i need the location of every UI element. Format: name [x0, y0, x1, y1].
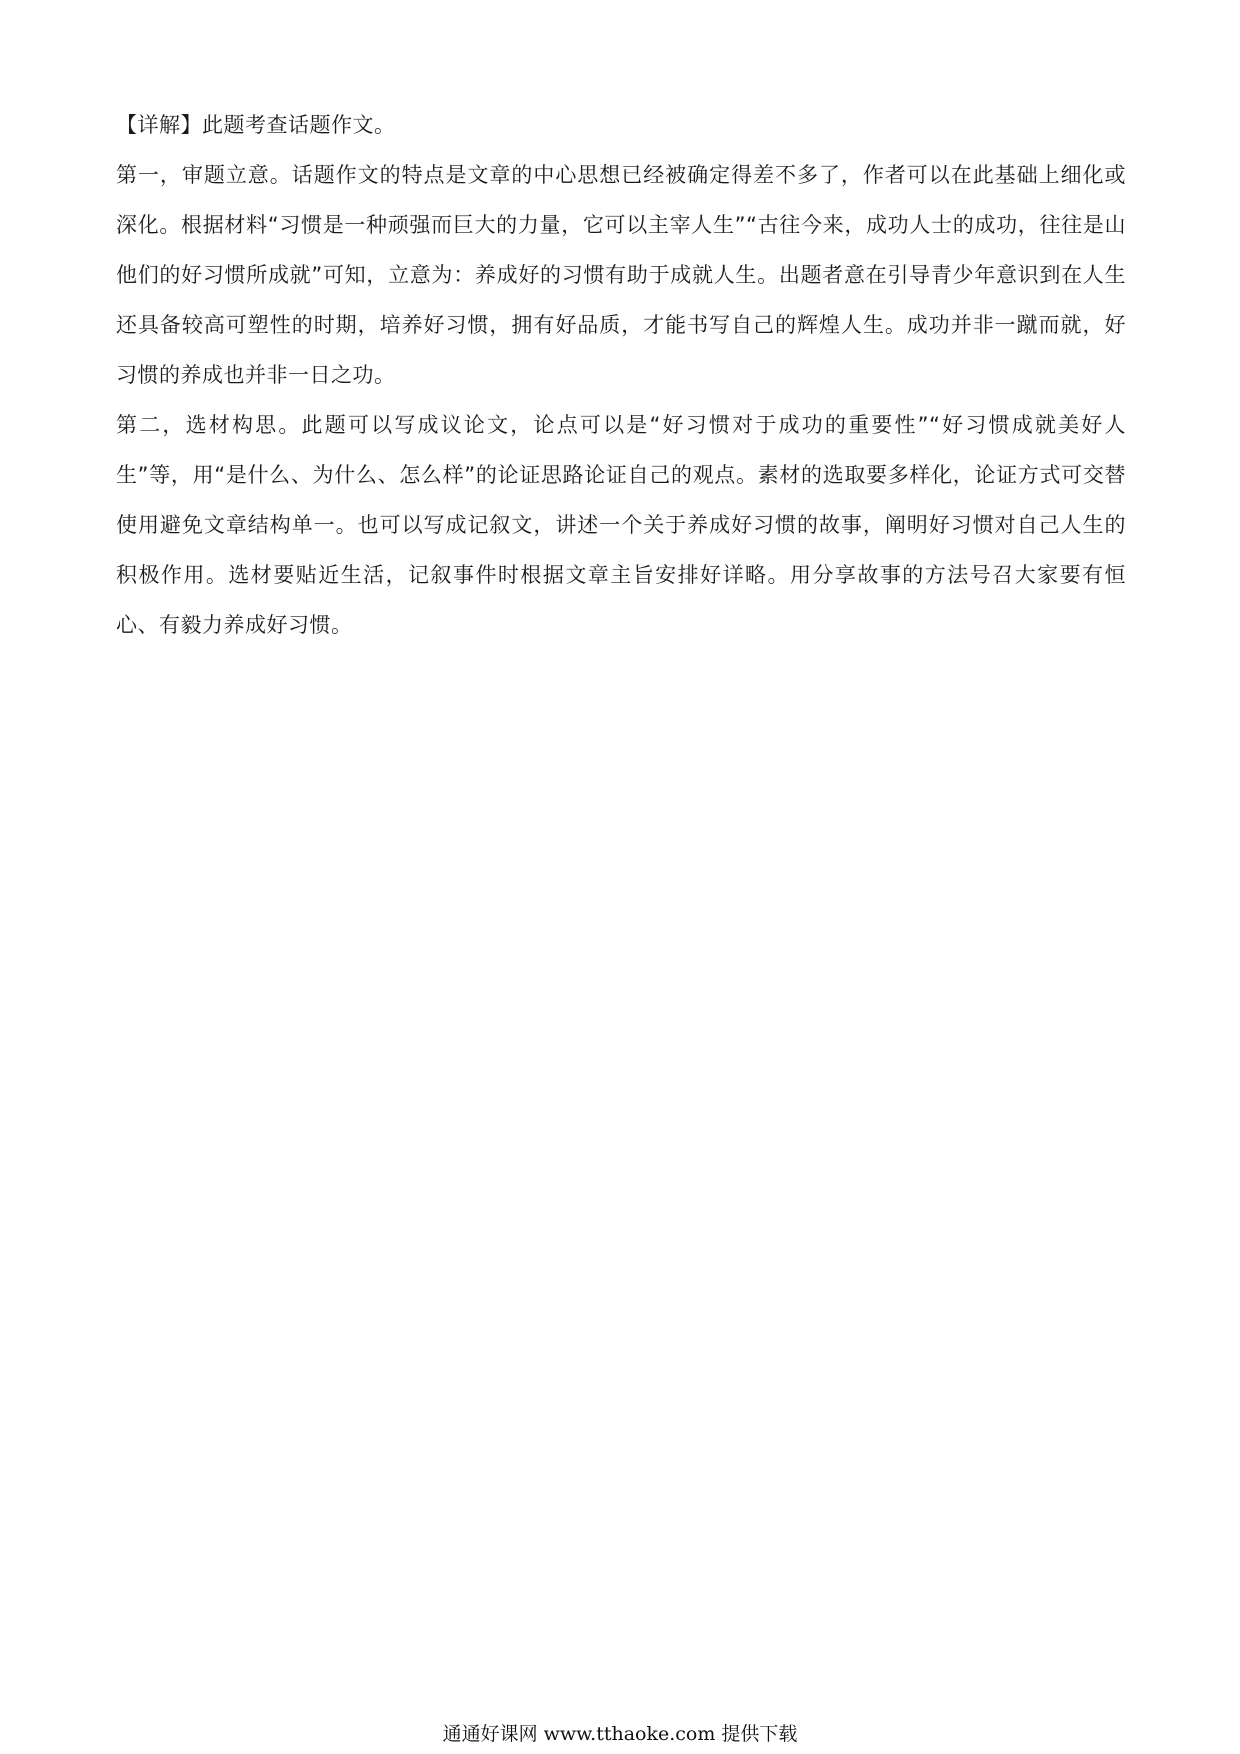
document-body	[116, 100, 1126, 650]
paragraph-theme-analysis: 第一，审题立意。话题作文的特点是文章的中心思想已经被确定得差不多了，作者可以在此基础上细化或深化。根据材料“习惯是一种顽强而巨大的力量，它可以主宰人生”“古往今来，成功人士的成功，往往是山他们的好习惯所成就”可知，立意为：养成好的习惯有助于成就人生。出题者意在引导青少年意识到在人生还具备较高可塑性的时期，培养好习惯，拥有好品质，才能书写自己的辉煌人生。成功并非一蹴而就，好习惯的养成也并非一日之功。	[116, 163, 1126, 387]
page-footer-watermark: 通通好课网 www.tthaoke.com 提供下载	[442, 1723, 798, 1745]
paragraph-detail-heading: 【详解】此题考查话题作文。	[116, 113, 396, 137]
paragraph-material-selection: 第二，选材构思。此题可以写成议论文，论点可以是“好习惯对于成功的重要性”“好习惯成就美好人生”等，用“是什么、为什么、怎么样”的论证思路论证自己的观点。素材的选取要多样化，论证方式可交替使用避免文章结构单一。也可以写成记叙文，讲述一个关于养成好习惯的故事，阐明好习惯对自己人生的积极作用。选材要贴近生活，记叙事件时根据文章主旨安排好详略。用分享故事的方法号召大家要有恒心、有毅力养成好习惯。	[116, 413, 1126, 637]
